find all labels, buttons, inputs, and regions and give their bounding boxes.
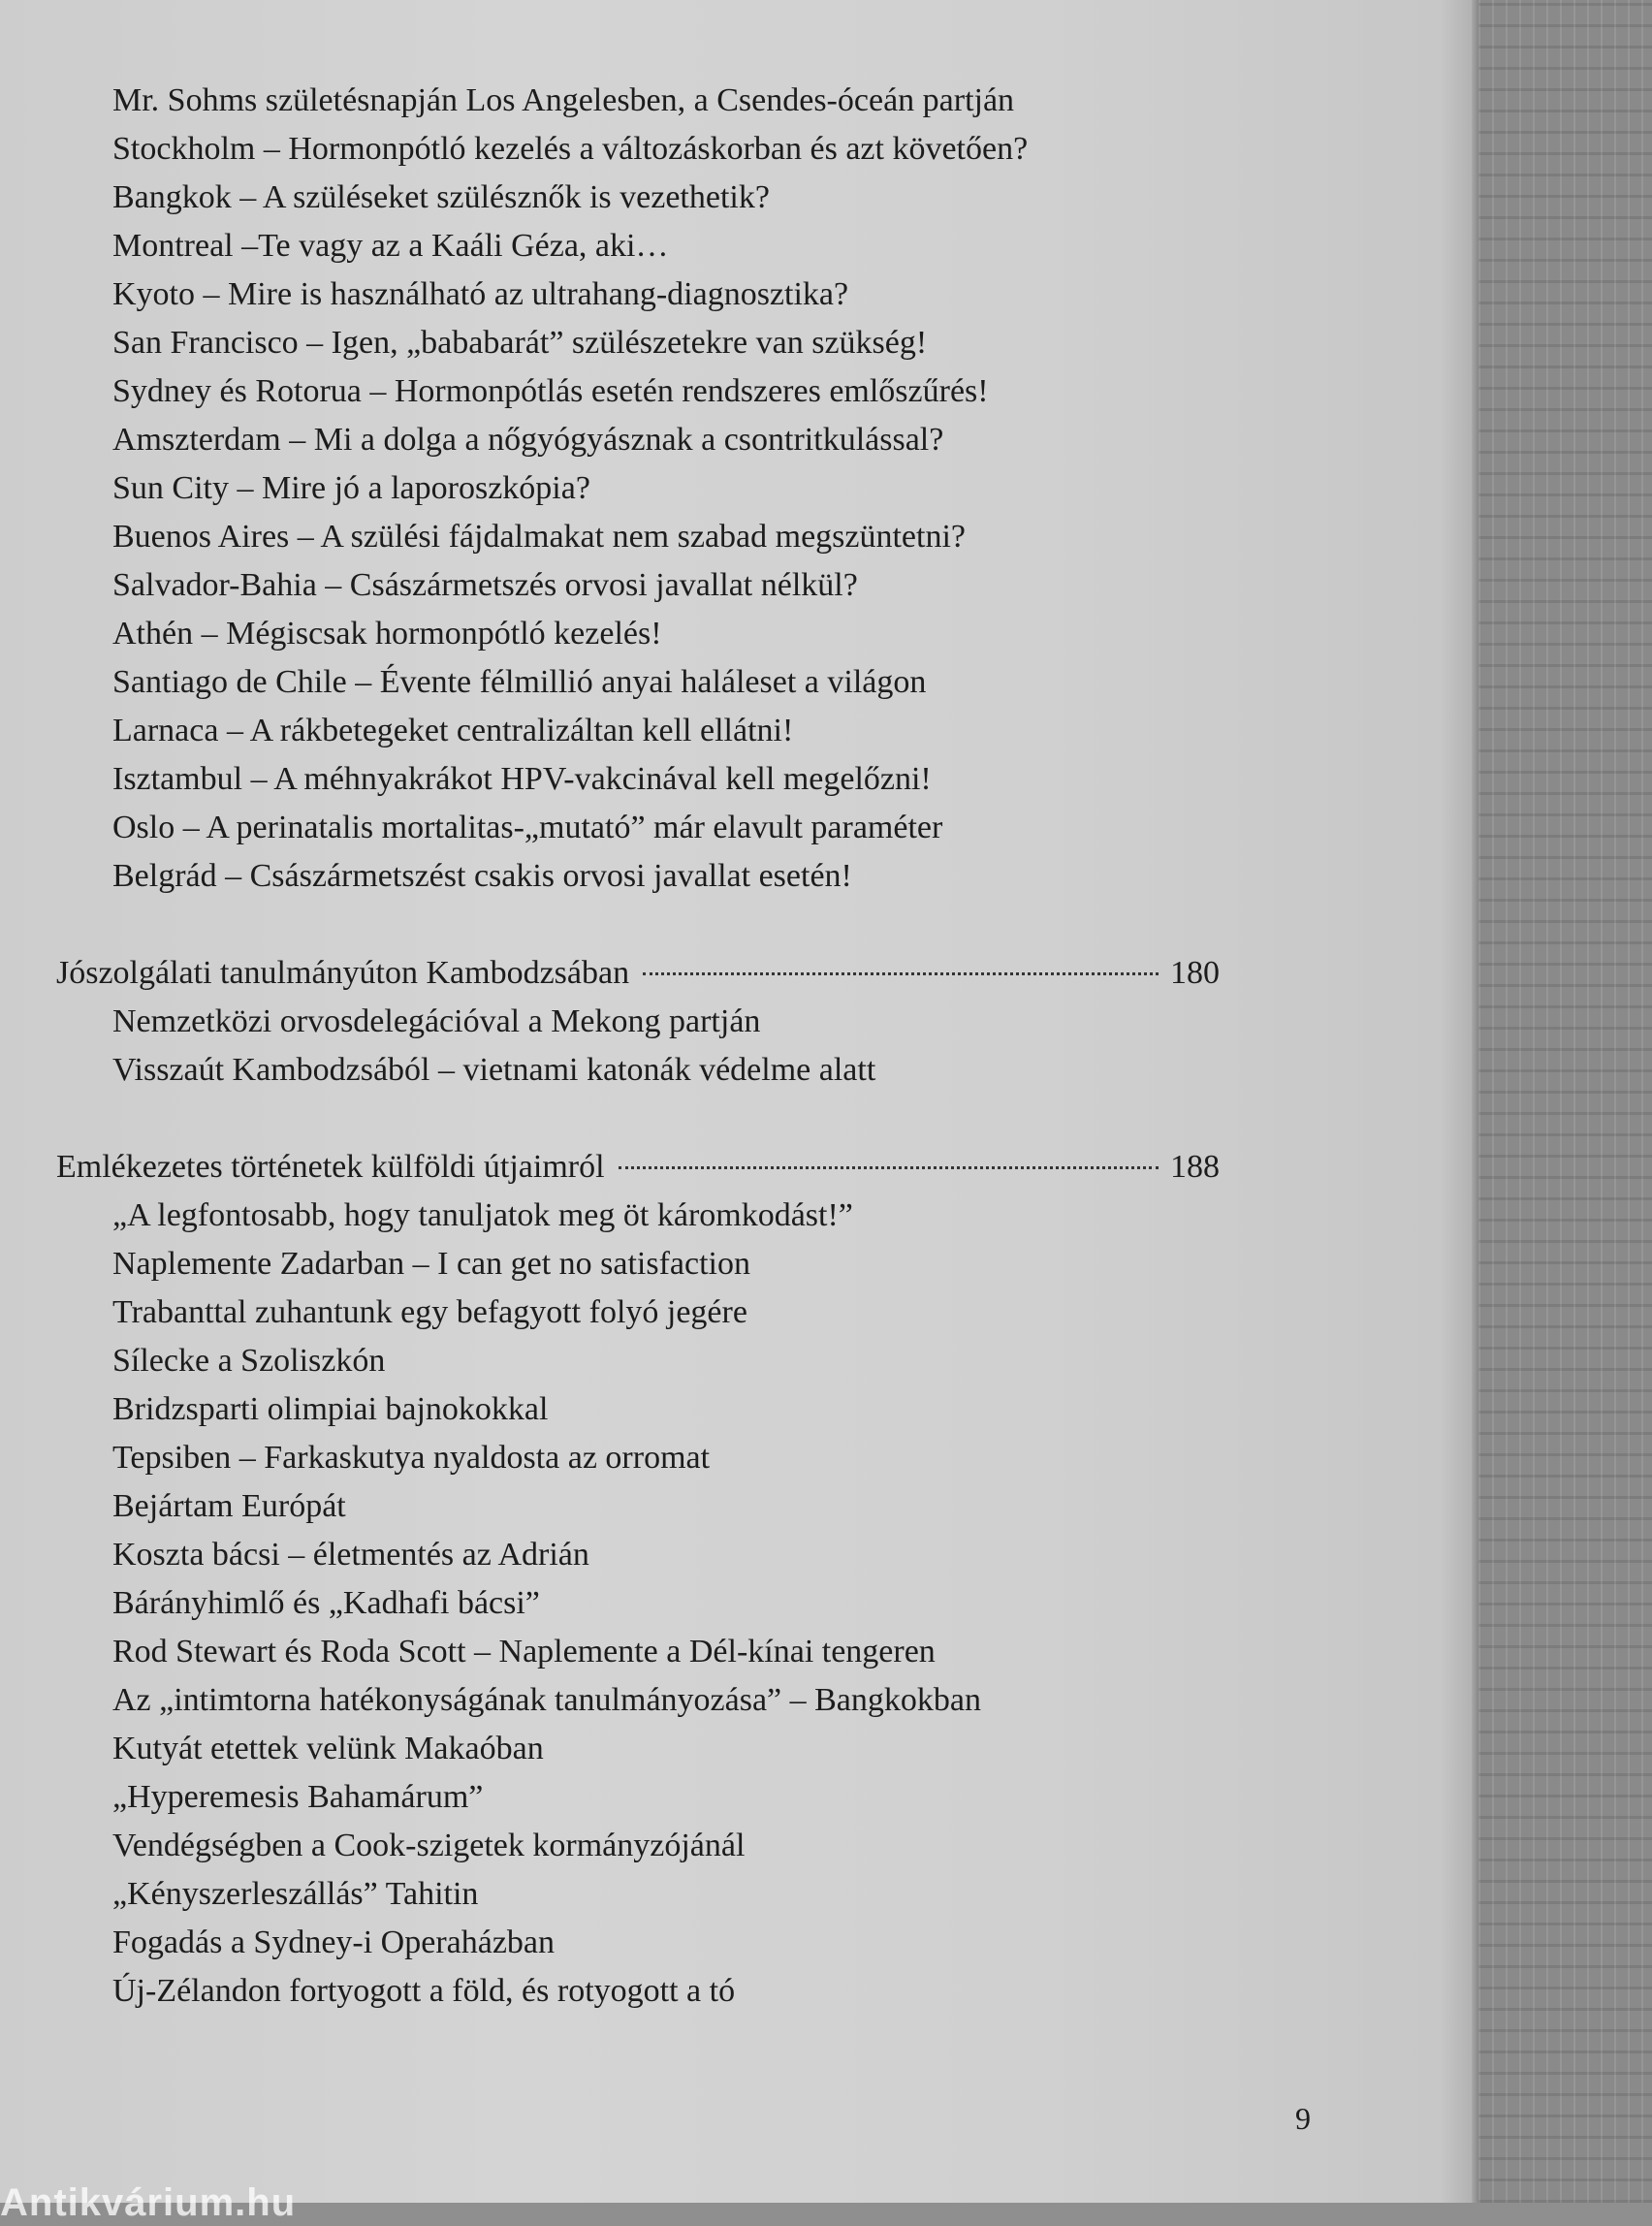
toc-page-number: 180 xyxy=(1170,955,1220,991)
toc-item: Bejártam Európát xyxy=(112,1488,346,1524)
toc-item: Új-Zélandon fortyogott a föld, és rotyogott a tó xyxy=(112,1973,736,2009)
toc-item: Bárányhimlő és „Kadhafi bácsi” xyxy=(112,1585,540,1621)
toc-item: Athén – Mégiscsak hormonpótló kezelés! xyxy=(112,616,662,652)
toc-item: Stockholm – Hormonpótló kezelés a változáskorban és azt követően? xyxy=(112,131,1029,167)
toc-item: Mr. Sohms születésnapján Los Angelesben, a Csendes-óceán partján xyxy=(112,82,1015,118)
watermark: Antikvárium.hu xyxy=(0,2181,297,2224)
toc-item: Sydney és Rotorua – Hormonpótlás esetén rendszeres emlőszűrés! xyxy=(112,373,989,409)
toc-item: Salvador-Bahia – Császármetszés orvosi javallat nélkül? xyxy=(112,567,858,603)
toc-item: San Francisco – Igen, „bababarát” szülészetekre van szükség! xyxy=(112,325,928,361)
toc-item: Bridzsparti olimpiai bajnokokkal xyxy=(112,1391,549,1427)
toc-item: Rod Stewart és Roda Scott – Naplemente a Dél-kínai tengeren xyxy=(112,1634,936,1670)
toc-item: „A legfontosabb, hogy tanuljatok meg öt káromkodást!” xyxy=(112,1197,853,1233)
toc-item: Nemzetközi orvosdelegációval a Mekong partján xyxy=(112,1003,761,1039)
toc-item: Sílecke a Szoliszkón xyxy=(112,1343,386,1379)
toc-section-title: Jószolgálati tanulmányúton Kambodzsában xyxy=(56,955,630,991)
background-fabric xyxy=(1478,0,1652,2203)
toc-item: Tepsiben – Farkaskutya nyaldosta az orromat xyxy=(112,1440,711,1476)
toc-item: Sun City – Mire jó a laporoszkópia? xyxy=(112,470,590,506)
dot-leader xyxy=(643,972,1159,975)
page-number: 9 xyxy=(1295,2101,1311,2136)
toc-item: Naplemente Zadarban – I can get no satisfaction xyxy=(112,1246,751,1282)
toc-item: Amszterdam – Mi a dolga a nőgyógyásznak a csontritkulással? xyxy=(112,422,944,458)
toc-item: Oslo – A perinatalis mortalitas-„mutató” már elavult paraméter xyxy=(112,810,943,845)
toc-item: Visszaút Kambodzsából – vietnami katonák védelme alatt xyxy=(112,1052,876,1088)
toc-item: Montreal –Te vagy az a Kaáli Géza, aki… xyxy=(112,228,669,264)
toc-item: Belgrád – Császármetszést csakis orvosi javallat esetén! xyxy=(112,858,852,894)
toc-item: Larnaca – A rákbetegeket centralizáltan kell ellátni! xyxy=(112,713,794,748)
toc-section-title: Emlékezetes történetek külföldi útjaimról xyxy=(56,1149,605,1185)
toc-item: „Hyperemesis Bahamárum” xyxy=(112,1779,484,1815)
toc-item: Bangkok – A szüléseket szülésznők is vezethetik? xyxy=(112,179,770,215)
toc-item: „Kényszerleszállás” Tahitin xyxy=(112,1876,479,1912)
toc-item: Kutyát etettek velünk Makaóban xyxy=(112,1731,544,1766)
toc-item: Vendégségben a Cook-szigetek kormányzójánál xyxy=(112,1828,746,1863)
toc-item: Trabanttal zuhantunk egy befagyott folyó jegére xyxy=(112,1294,747,1330)
toc-item: Fogadás a Sydney-i Operaházban xyxy=(112,1924,556,1960)
toc-item: Kyoto – Mire is használható az ultrahang-diagnosztika? xyxy=(112,276,849,312)
toc-item: Koszta bácsi – életmentés az Adrián xyxy=(112,1537,589,1573)
toc-item: Buenos Aires – A szülési fájdalmakat nem szabad megszüntetni? xyxy=(112,519,966,555)
toc-item: Az „intimtorna hatékonyságának tanulmányozása” – Bangkokban xyxy=(112,1682,981,1718)
toc-section-heading xyxy=(56,954,1220,993)
toc-item: Santiago de Chile – Évente félmillió anyai haláleset a világon xyxy=(112,664,927,700)
toc-page-number: 188 xyxy=(1170,1149,1220,1185)
dot-leader xyxy=(619,1166,1159,1169)
toc-item: Isztambul – A méhnyakrákot HPV-vakcinával kell megelőzni! xyxy=(112,761,932,797)
toc-section-heading xyxy=(56,1148,1220,1187)
